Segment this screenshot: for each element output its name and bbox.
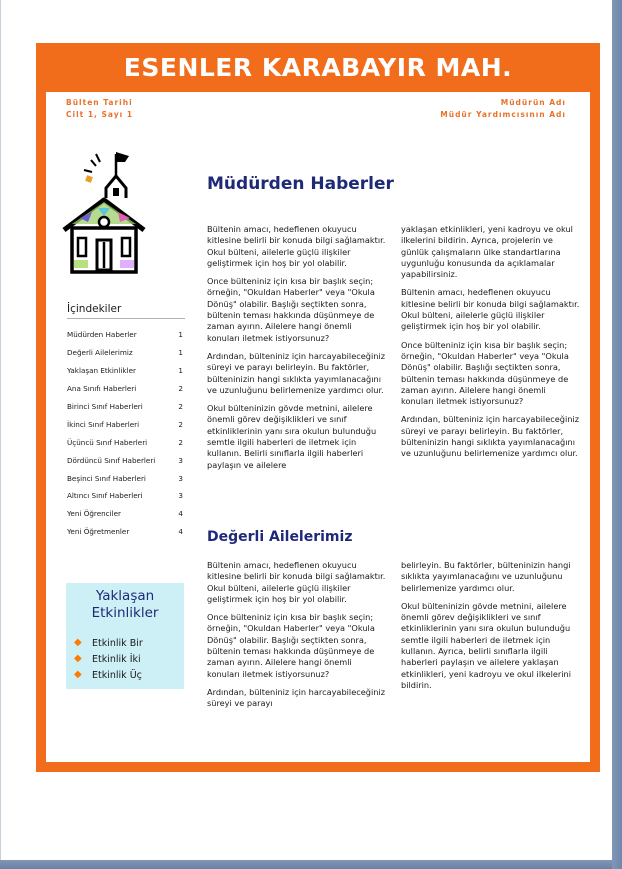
event-item xyxy=(74,635,184,651)
toc-page: 2 xyxy=(178,402,183,411)
toc-page: 3 xyxy=(178,491,183,501)
volume-issue: Cilt 1, Sayı 1 xyxy=(66,110,134,119)
newsletter-meta-right xyxy=(440,97,566,121)
toc-row xyxy=(67,398,183,416)
section1-column-1 xyxy=(207,224,387,478)
toc-row xyxy=(67,415,183,433)
toc-row xyxy=(67,326,183,344)
section2-column-2 xyxy=(401,560,581,698)
newsletter-title: ESENLER KARABAYIR MAH. xyxy=(123,53,513,82)
paragraph: Once bülteniniz için kısa bir başlık seçin; örneğin, "Okuldan Haberler" veya "Okula Dönüş" olabilir. Başlığı seçtikten sonra, bültenin teması hakkında düşünmeye de zaman ayırın. Ailelere hangi önemli konuları iletmek istiyorsunuz? xyxy=(401,339,569,407)
paragraph: Ardından, bülteniniz için harcayabileceğiniz süreyi ve parayı belirleyin. Bu faktörler, bülteninizin hangi sıklıkta yayımlanacağını ve uzunluğunu belirlemenize yardımcı olur. xyxy=(401,414,580,459)
section2-column-1 xyxy=(207,560,387,717)
vice-principal-name: Müdür Yardımcısının Adı xyxy=(440,110,566,119)
toc-row xyxy=(67,469,183,487)
toc-page: 4 xyxy=(178,509,183,519)
toc-row xyxy=(67,362,183,380)
toc-page: 3 xyxy=(178,473,183,483)
toc-label: Üçüncü Sınıf Haberleri xyxy=(67,437,148,447)
issue-date: Bülten Tarihi xyxy=(66,98,133,107)
table-of-contents xyxy=(67,326,183,541)
paragraph: Ardından, bülteniniz için harcayabileceğiniz süreyi ve parayı belirleyin. Bu faktörler, bülteninizin hangi sıklıkta yayımlanacağını ve uzunluğunu belirlemenize yardımcı olur. xyxy=(207,350,386,395)
schoolhouse-icon xyxy=(62,146,146,274)
paragraph: Bültenin amacı, hedeflenen okuyucu kitlesine belirli bir konuda bilgi sağlamaktır. Okul bülteni, ailelerle güçlü ilişkiler geliştirmek için hoş bir yol olabilir. xyxy=(207,224,386,268)
toc-row xyxy=(67,523,183,541)
paragraph: yaklaşan etkinlikleri, yeni kadroyu ve okul ilkelerini bildirin. Ayrıca, projelerin ve günlük çalışmaların ülke standartlarına uygunluğu konusunda da açıklamalar yapabilirsiniz. xyxy=(401,224,573,280)
section-heading-principal-news: Müdürden Haberler xyxy=(207,174,394,194)
toc-title: İçindekiler xyxy=(67,303,122,315)
paragraph: Bültenin amacı, hedeflenen okuyucu kitlesine belirli bir konuda bilgi sağlamaktır. Okul bülteni, ailelerle güçlü ilişkiler geliştirmek için hoş bir yol olabilir. xyxy=(401,287,580,332)
principal-name: Müdürün Adı xyxy=(500,98,566,107)
paragraph: Okul bülteninizin gövde metnini, ailelere önemli görev değişiklikleri ve sınıf etkinliklerinin yanı sıra okulun bulunduğu semtle ilgili haberleri de iletmek için kullanın. Belirli sınıflarla ilgili haberleri paylaşın ve ailelere xyxy=(207,403,377,470)
event-label: Etkinlik Bir xyxy=(92,637,143,649)
toc-label: Ana Sınıfı Haberleri xyxy=(67,384,137,394)
event-label: Etkinlik İki xyxy=(92,653,141,665)
paragraph: Once bülteniniz için kısa bir başlık seçin; örneğin, "Okuldan Haberler" veya "Okula Dönüş" olabilir. Başlığı seçtikten sonra, bültenin teması hakkında düşünmeye de zaman ayırın. Ailelere hangi önemli konuları iletmek istiyorsunuz? xyxy=(207,612,375,679)
diamond-bullet-icon: ◆ xyxy=(74,669,82,680)
event-item xyxy=(74,651,184,667)
toc-row xyxy=(67,487,183,505)
events-title: Yaklaşan Etkinlikler xyxy=(91,588,159,621)
upcoming-events-box xyxy=(66,583,184,689)
toc-row xyxy=(67,505,183,523)
toc-label: Dördüncü Sınıf Haberleri xyxy=(67,455,156,465)
diamond-bullet-icon: ◆ xyxy=(74,637,82,648)
window-edge-bottom xyxy=(0,860,612,869)
toc-page: 2 xyxy=(178,419,183,429)
toc-page: 1 xyxy=(178,366,183,376)
toc-row xyxy=(67,344,183,362)
toc-row xyxy=(67,451,183,469)
toc-label: Altıncı Sınıf Haberleri xyxy=(67,491,143,501)
toc-label: İkinci Sınıf Haberleri xyxy=(67,419,140,429)
section1-column-2 xyxy=(401,224,581,467)
event-label: Etkinlik Üç xyxy=(92,669,142,681)
window-edge xyxy=(612,0,622,869)
toc-row xyxy=(67,380,183,398)
toc-label: Müdürden Haberler xyxy=(67,330,137,340)
toc-page: 1 xyxy=(178,330,183,340)
toc-page: 2 xyxy=(178,384,183,394)
toc-label: Değerli Ailelerimiz xyxy=(67,348,133,358)
newsletter-meta-left xyxy=(66,97,133,121)
toc-label: Yeni Öğretmenler xyxy=(67,527,130,537)
paragraph: Ardından, bülteniniz için harcayabileceğiniz süreyi ve parayı xyxy=(207,686,386,709)
toc-label: Yeni Öğrenciler xyxy=(67,509,122,519)
paragraph: belirleyin. Bu faktörler, bülteninizin hangi sıklıkta yayımlanacağını ve uzunluğunu belirlemenize yardımcı olur. xyxy=(401,560,571,593)
toc-label: Beşinci Sınıf Haberleri xyxy=(67,473,146,483)
toc-label: Birinci Sınıf Haberleri xyxy=(67,402,143,411)
events-list xyxy=(66,635,184,683)
paragraph: Once bülteniniz için kısa bir başlık seçin; örneğin, "Okuldan Haberler" veya "Okula Dönüş" olabilir. Başlığı seçtikten sonra, bültenin teması hakkında düşünmeye de zaman ayırın. Ailelere hangi önemli konuları iletmek istiyorsunuz? xyxy=(207,276,375,343)
toc-row xyxy=(67,433,183,451)
toc-page: 3 xyxy=(178,455,183,465)
toc-page: 4 xyxy=(178,527,183,537)
section-heading-dear-families: Değerli Ailelerimiz xyxy=(207,529,353,545)
toc-page: 1 xyxy=(178,348,183,358)
toc-divider xyxy=(67,318,185,319)
paragraph: Okul bülteninizin gövde metnini, ailelere önemli görev değişiklikleri ve sınıf etkinliklerinin yanı sıra okulun bulunduğu semtle ilgili haberleri de iletmek için kullanın. Ayrıca, belirli sınıflarla ilgili haberleri paylaşın ve ailelere yaklaşan etkinlikleri, yeni kadroyu ve okul ilkelerini bildirin. xyxy=(401,600,571,690)
toc-label: Yaklaşan Etkinlikler xyxy=(67,366,136,376)
diamond-bullet-icon: ◆ xyxy=(74,653,82,664)
toc-page: 2 xyxy=(178,437,183,447)
paragraph: Bültenin amacı, hedeflenen okuyucu kitlesine belirli bir konuda bilgi sağlamaktır. Okul bülteni, ailelerle güçlü ilişkiler geliştirmek için hoş bir yol olabilir. xyxy=(207,560,386,604)
event-item xyxy=(74,667,184,683)
